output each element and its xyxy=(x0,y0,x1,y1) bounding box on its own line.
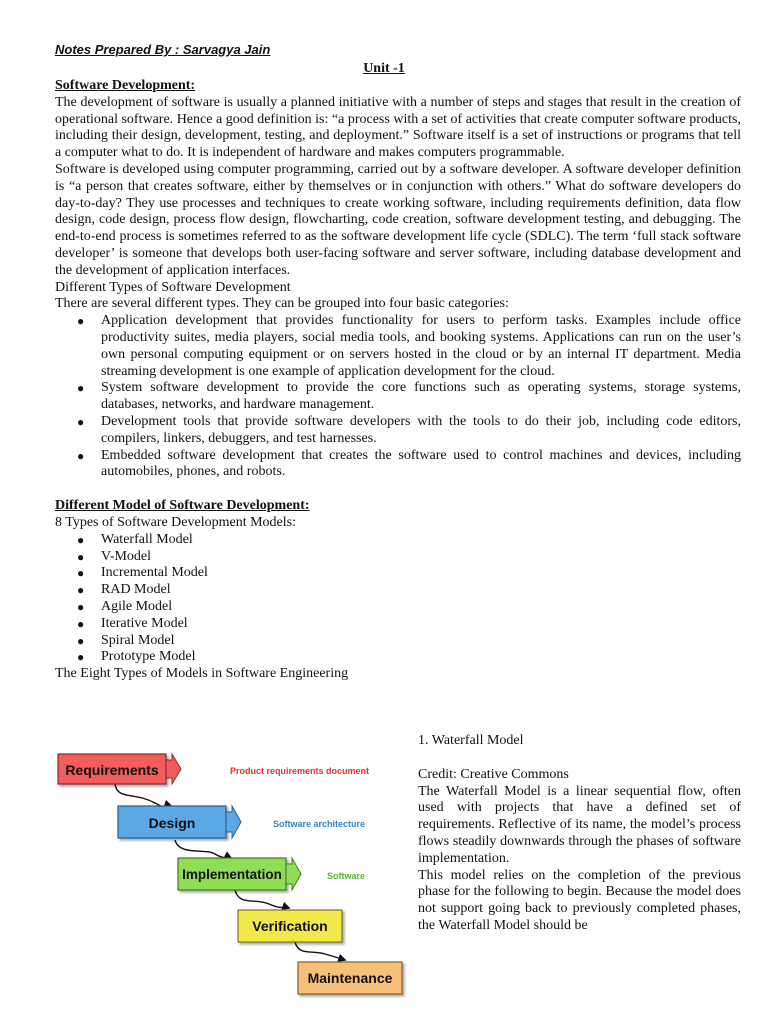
list-item: ● System software development to provide the core functions such as operating systems, storage systems, databases, networks, and hardware management. xyxy=(55,380,741,414)
flow-connector xyxy=(115,784,171,808)
list-item: ● Waterfall Model xyxy=(55,532,741,549)
models-intro: 8 Types of Software Development Models: xyxy=(55,514,296,530)
list-item: ● RAD Model xyxy=(55,582,741,599)
author-line: Notes Prepared By : Sarvagya Jain xyxy=(55,42,271,57)
types-title: Different Types of Software Development xyxy=(55,279,291,295)
list-item: ● Agile Model xyxy=(55,599,741,616)
flow-connector xyxy=(235,890,289,908)
list-item: ● Prototype Model xyxy=(55,649,741,666)
list-item: ● Spiral Model xyxy=(55,633,741,650)
list-item: ● Development tools that provide software developers with the tools to do their job, including code editors, compilers, linkers, debuggers, and test harnesses. xyxy=(55,414,741,448)
list-item: ● Incremental Model xyxy=(55,565,741,582)
requirements-output: Product requirements document xyxy=(230,766,370,776)
main-column xyxy=(55,78,741,683)
flow-connector xyxy=(295,942,345,960)
models-list xyxy=(55,532,741,666)
types-list xyxy=(55,313,741,481)
list-item: ● Iterative Model xyxy=(55,616,741,633)
types-intro: There are several different types. They can be grouped into four basic categories: xyxy=(55,296,509,312)
software-development-para-2: Software is developed using computer programming, carried out by a software developer. A software developer definition is “a person that creates software, either by themselves or in conjunction with others.” What do software developers do day-to-day? They use processes and techniques to create working software, including requirements definition, data flow design, code design, process flow design, flowcharting, code creation, software development testing, and debugging. The end-to-end process is sometimes referred to as the software development life cycle (SDLC). The term ‘full stack software developer’ is someone that develops both user-facing software and server software, including database development and the development of application interfaces. xyxy=(55,161,741,278)
flow-connector xyxy=(175,840,231,858)
list-item: ● Application development that provides functionality for users to perform tasks. Examples include office productivity suites, media players, social media tools, and booking systems. Applications can run on the user’s own personal computing equipment or on servers hosted in the cloud or by an internal IT department. Media streaming development is one example of application development for the cloud. xyxy=(55,313,741,380)
list-item: ● V-Model xyxy=(55,549,741,566)
waterfall-credit: Credit: Creative Commons xyxy=(418,766,569,782)
design-label: Design xyxy=(148,815,196,831)
waterfall-title: 1. Waterfall Model xyxy=(418,733,524,748)
software-development-para-1: The development of software is usually a planned initiative with a number of steps and stages that result in the creation of operational software. Hence a good definition is: “a process with a set of activities that create computer software products, including their design, development, testing, and deployment.” Software itself is a set of instructions or programs that tell a computer what to do. It is independent of hardware and makes computers programmable. xyxy=(55,94,741,161)
list-item: ● Embedded software development that creates the software used to control machines and devices, including automobiles, phones, and robots. xyxy=(55,448,741,482)
waterfall-diagram xyxy=(55,748,410,1004)
software-development-heading: Software Development: xyxy=(55,78,196,93)
implementation-arrow xyxy=(286,858,301,890)
requirements-arrow xyxy=(166,754,181,784)
implementation-label: Implementation xyxy=(182,867,282,882)
models-heading: Different Model of Software Development: xyxy=(55,498,310,514)
unit-title: Unit -1 xyxy=(363,61,405,76)
maintenance-label: Maintenance xyxy=(307,970,393,986)
design-output: Software architecture xyxy=(273,819,366,829)
eight-types-caption: The Eight Types of Models in Software Engineering xyxy=(55,666,349,682)
design-arrow xyxy=(226,806,241,838)
verification-label: Verification xyxy=(252,918,328,934)
waterfall-para-1: The Waterfall Model is a linear sequential flow, often used with projects that have a defined set of requirements. Reflective of its name, the model’s process flows steadily downwards through the phases of software implementation. xyxy=(418,783,741,866)
waterfall-text-column xyxy=(418,733,741,935)
implementation-output: Software xyxy=(327,871,366,881)
requirements-label: Requirements xyxy=(65,762,159,778)
waterfall-para-2: This model relies on the completion of the previous phase for the following to begin. Because the model does not support going back to previously completed phases, the Waterfall Model should be xyxy=(418,867,741,933)
